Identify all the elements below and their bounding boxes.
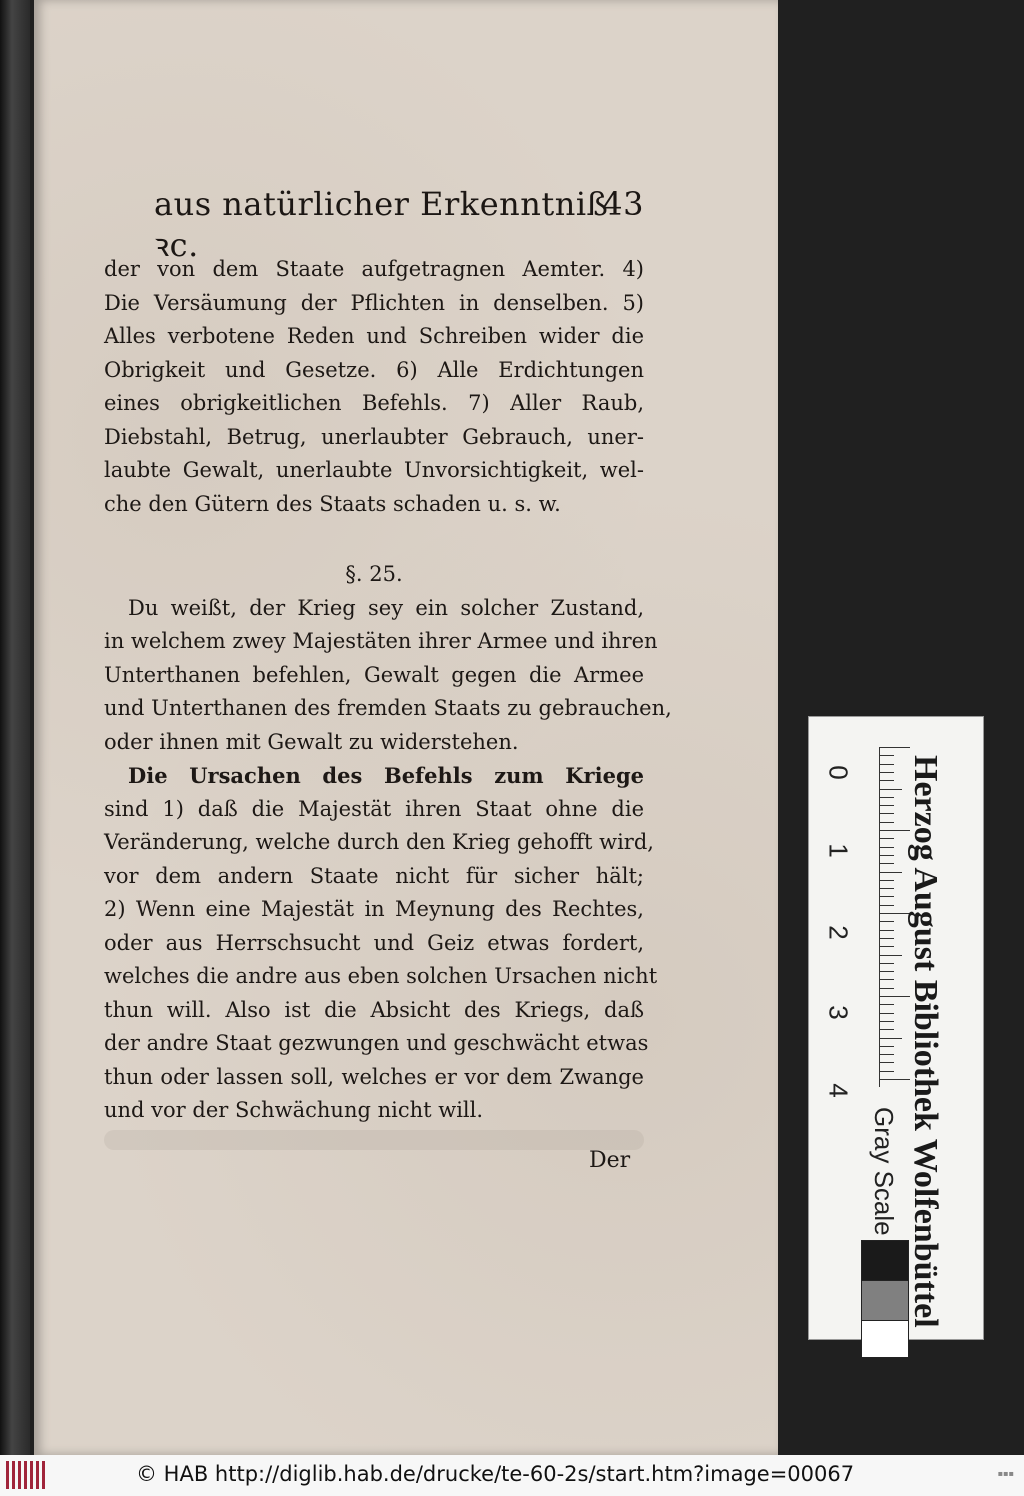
ruler-tick	[880, 813, 894, 814]
ruler-tick	[880, 847, 894, 848]
color-scale-ruler	[808, 716, 984, 1340]
text-line: Veränderung, welche durch den Krieg gehofft wird,	[104, 830, 654, 854]
hab-logo-icon	[6, 1461, 46, 1489]
paragraph-continuation	[104, 253, 644, 521]
text-line: eines obrigkeitlichen Befehls. 7) Aller Raub,	[104, 391, 644, 415]
page-number: 43	[602, 185, 644, 223]
ruler-tick	[880, 838, 894, 839]
footer-bar	[0, 1455, 1024, 1496]
text-line: welches die andre aus eben solchen Ursachen nicht	[104, 964, 658, 988]
gray-scale-label: Gray Scale	[869, 1107, 899, 1236]
ruler-tick	[880, 797, 894, 798]
text-line: laubte Gewalt, unerlaubte Unvorsichtigkeit, wel‐	[104, 458, 644, 482]
ruler-number: 4	[823, 1083, 854, 1098]
text-line: und vor der Schwächung nicht will.	[104, 1098, 484, 1122]
text-line: oder aus Herrschsucht und Geiz etwas fordert,	[104, 930, 644, 955]
ruler-tick	[880, 872, 902, 873]
ruler-tick	[880, 896, 894, 897]
ruler-tick	[880, 988, 894, 989]
ruler-tick	[880, 905, 894, 906]
ruler-tick	[880, 963, 894, 964]
text-line: thun will. Also ist die Absicht des Kriegs, daß	[104, 997, 644, 1022]
text-line: in welchem zwey Majestäten ihrer Armee und ihren	[104, 629, 658, 653]
section-25	[104, 558, 672, 1128]
ruler-tick	[880, 855, 894, 856]
text-line: der von dem Staate aufgetragnen Aemter. 4)	[104, 257, 644, 281]
ruler-tick	[880, 1046, 894, 1047]
text-line: thun oder lassen soll, welches er vor dem Zwange	[104, 1064, 644, 1089]
running-title: aus natürlicher Erkenntniß ꝛc.	[154, 185, 609, 264]
ruler-tick	[880, 755, 894, 756]
text-line: Diebstahl, Betrug, unerlaubter Gebrauch, uner‐	[104, 424, 644, 449]
black-swatch	[861, 1240, 909, 1282]
ruler-tick	[880, 1021, 894, 1022]
ruler-tick	[880, 1054, 894, 1055]
ruler-number: 2	[823, 925, 854, 940]
ruler-tick	[880, 1062, 894, 1063]
section-heading: §. 25.	[345, 562, 403, 586]
ruler-number: 1	[823, 843, 854, 858]
text-line: sind 1) daß die Majestät ihren Staat ohne die	[104, 796, 644, 821]
ruler-tick	[880, 979, 894, 980]
ruler-tick	[880, 1029, 894, 1030]
ruler-tick	[880, 780, 894, 781]
book-page	[34, 0, 778, 1455]
ruler-tick	[880, 747, 910, 748]
ruler-tick	[880, 822, 894, 823]
copyright-url: © HAB http://diglib.hab.de/drucke/te-60-2s/start.htm?image=00067	[136, 1462, 855, 1486]
ruler-tick	[880, 955, 902, 956]
ruler-number: 0	[823, 765, 854, 780]
institution-label: Herzog August Bibliothek Wolfenbüttel	[907, 755, 944, 1328]
text-line: vor dem andern Staate nicht für sicher hält;	[104, 863, 644, 888]
offset-ghost-text	[104, 1130, 644, 1150]
scan-background-edge	[0, 0, 30, 1455]
text-line: oder ihnen mit Gewalt zu widerstehen.	[104, 729, 519, 754]
text-line: Die Versäumung der Pflichten in denselben. 5)	[104, 290, 644, 315]
ruler-tick	[880, 863, 894, 864]
gray-swatch	[861, 1280, 909, 1322]
ruler-tick	[880, 764, 894, 765]
text-line: Unterthanen befehlen, Gewalt gegen die Armee	[104, 662, 644, 687]
ruler-tick	[880, 938, 894, 939]
text-line: Die Ursachen des Befehls zum Kriege	[128, 763, 644, 788]
ruler-tick	[880, 888, 894, 889]
ruler-tick	[880, 1004, 894, 1005]
ruler-tick	[880, 805, 894, 806]
text-line: Du weißt, der Krieg sey ein solcher Zustand,	[128, 595, 644, 620]
text-line: Alles verbotene Reden und Schreiben wider die	[104, 324, 644, 348]
ruler-tick	[880, 921, 894, 922]
ruler-tick	[880, 772, 894, 773]
ruler-tick	[880, 1038, 902, 1039]
ruler-number: 3	[823, 1005, 854, 1020]
text-line: und Unterthanen des fremden Staats zu gebrauchen,	[104, 696, 672, 720]
white-swatch	[861, 1320, 909, 1358]
text-line: der andre Staat gezwungen und geschwächt etwas	[104, 1031, 649, 1055]
text-line: Obrigkeit und Gesetze. 6) Alle Erdichtungen	[104, 357, 644, 382]
ruler-tick	[880, 971, 894, 972]
text-line: che den Gütern des Staats schaden u. s. w.	[104, 491, 561, 516]
ruler-tick	[880, 1071, 894, 1072]
ruler-tick	[880, 1013, 894, 1014]
ruler-tick	[880, 880, 894, 881]
catchword: Der	[589, 1148, 631, 1173]
footer-mark-icon: ▪▪▪	[997, 1469, 1014, 1478]
ruler-tick	[880, 930, 894, 931]
ruler-tick	[880, 789, 902, 790]
ruler-tick	[880, 946, 894, 947]
text-line: 2) Wenn eine Majestät in Meynung des Rechtes,	[104, 897, 644, 921]
